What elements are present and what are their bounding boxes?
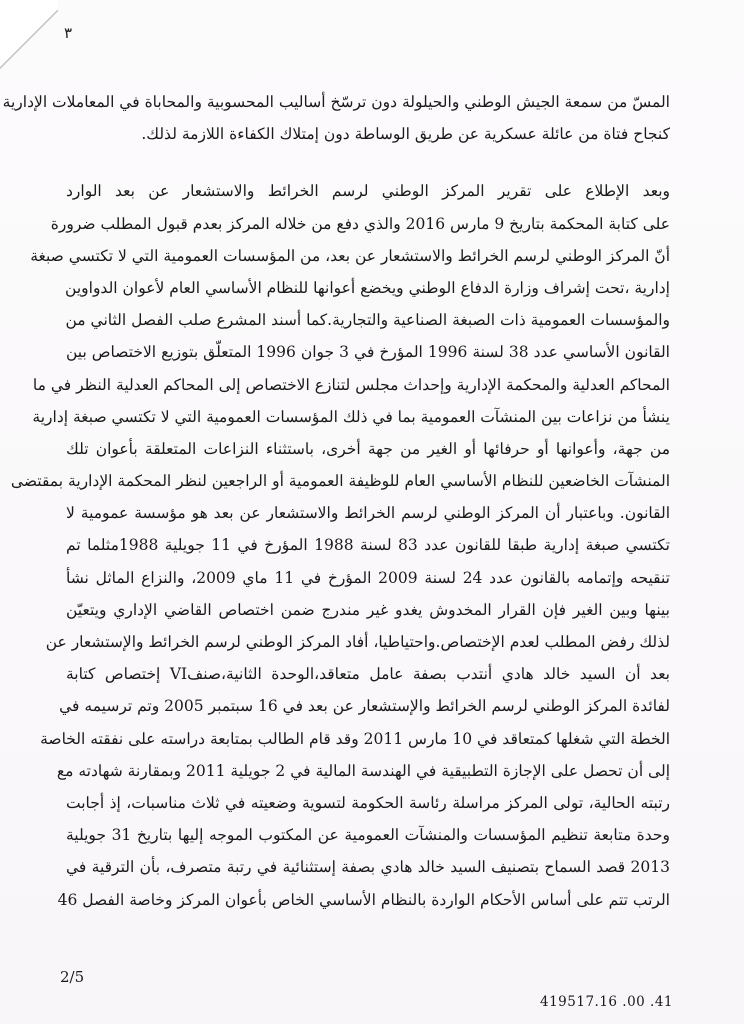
- text-line: إدارية ،تحت إشراف وزارة الدفاع الوطني ويخضع أعوانها للنظام الأساسي العام لأعوان الدواوين: [65, 278, 670, 297]
- text-line: أنّ المركز الوطني لرسم الخرائط والاستشعار عن بعد، من المؤسسات العمومية التي لا تكتسي صبغة: [30, 246, 670, 265]
- text-line: وبعد الإطلاع على تقرير المركز الوطني لرسم الخرائط والاستشعار عن بعد الوارد: [66, 182, 670, 201]
- text-line: من جهة، وأعوانها أو حرفائها أو الغير من جهة أخرى، باستثناء النزاعات المتعلقة بأعوان تلك: [66, 439, 670, 458]
- text-line: بعد أن السيد خالد هادي أنتدب بصفة عامل متعاقد،الوحدة الثانية،صنفVI إختصاص كتابة: [66, 665, 670, 684]
- text-line: لفائدة المركز الوطني لرسم الخرائط والإستشعار عن بعد في 16 سبتمبر 2005 وتم ترسيمه في: [59, 697, 670, 716]
- page-number: 2/5: [60, 968, 85, 986]
- text-line: 2013 قصد السماح بتصنيف السيد خالد هادي بصفة إستثنائية في رتبة متصرف، بأن الترقية في: [66, 858, 670, 877]
- text-line: رتبته الحالية، تولى المركز مراسلة رئاسة الحكومة لتسوية وضعيته في ثلاث مناسبات، إذ أجابت: [66, 793, 670, 812]
- text-line: على كتابة المحكمة بتاريخ 9 مارس 2016 والذي دفع من خلاله المركز بعدم قبول المطلب ضرورة: [50, 214, 670, 233]
- text-line: القانون الأساسي عدد 38 لسنة 1996 المؤرخ في 3 جوان 1996 المتعلّق بتوزيع الاختصاص بين: [66, 343, 670, 362]
- paragraph-gap: [66, 150, 670, 175]
- text-line: الخطة التي شغلها كمتعاقد في 10 مارس 2011 وقد قام الطالب بمتابعة دراسته على نفقته الخاصة: [40, 729, 670, 748]
- text-line: لذلك رفض المطلب لعدم الإختصاص.واحتياطيا، أفاد المركز الوطني لرسم الخرائط والإستشعار عن: [45, 633, 670, 651]
- text-line: والمؤسسات العمومية ذات الصبغة الصناعية والتجارية.كما أسند المشرع صلب الفصل الثاني من: [65, 311, 670, 330]
- text-line: المحاكم العدلية والمحكمة الإدارية وإحداث مجلس لتنازع الاختصاص إلى المحاكم العدلية النظر في ما: [32, 375, 670, 394]
- folded-corner: [0, 0, 58, 78]
- text-line: القانون. وباعتبار أن المركز الوطني لرسم الخرائط والاستشعار عن بعد هو مؤسسة عمومية لا: [66, 504, 670, 523]
- text-line: كنجاح فتاة من عائلة عسكرية عن طريق الوساطة دون إمتلاك الكفاءة اللازمة لذلك.: [141, 125, 670, 144]
- text-line: بينها وبين الغير فإن القرار المخدوش يغدو غير مندرج ضمن اختصاص القاضي الإداري ويتعيّن: [66, 600, 670, 619]
- page-marker: ٣: [64, 24, 73, 42]
- text-line: إلى أن تحصل على الإجازة التطبيقية في الهندسة المالية في 2 جويلية 2011 وبمقارنة شهادته مع: [56, 761, 670, 780]
- document-body: [2, 86, 670, 916]
- text-line: المسّ من سمعة الجيش الوطني والحيلولة دون ترسّخ أساليب المحسوبية والمحاباة في المعاملات الإدارية: [2, 93, 670, 111]
- text-line: ينشأ من نزاعات بين المنشآت العمومية بما في ذلك المؤسسات العمومية التي لا تكتسي صبغة إدارية: [32, 407, 670, 426]
- text-line: وحدة متابعة تنظيم المؤسسات والمنشآت العمومية عن المكتوب الموجه إليها بتاريخ 31 جويلية: [66, 826, 670, 845]
- text-line: تكتسي صبغة إدارية طبقا للقانون عدد 83 لسنة 1988 المؤرخ في 11 جويلية 1988مثلما تم: [66, 536, 670, 555]
- document-reference: 419517.16 .00 .41: [540, 994, 674, 1010]
- text-line: المنشآت الخاضعين للنظام الأساسي العام للوظيفة العمومية أو الراجعين لنظر المحكمة الإدارية بمقتضى: [10, 472, 670, 491]
- text-line: تنقيحه وإتمامه بالقانون عدد 24 لسنة 2009 المؤرخ في 11 ماي 2009، والنزاع الماثل نشأ: [66, 568, 670, 587]
- text-line: الرتب تتم على أساس الأحكام الواردة بالنظام الأساسي الخاص بأعوان المركز وخاصة الفصل 46: [57, 890, 670, 909]
